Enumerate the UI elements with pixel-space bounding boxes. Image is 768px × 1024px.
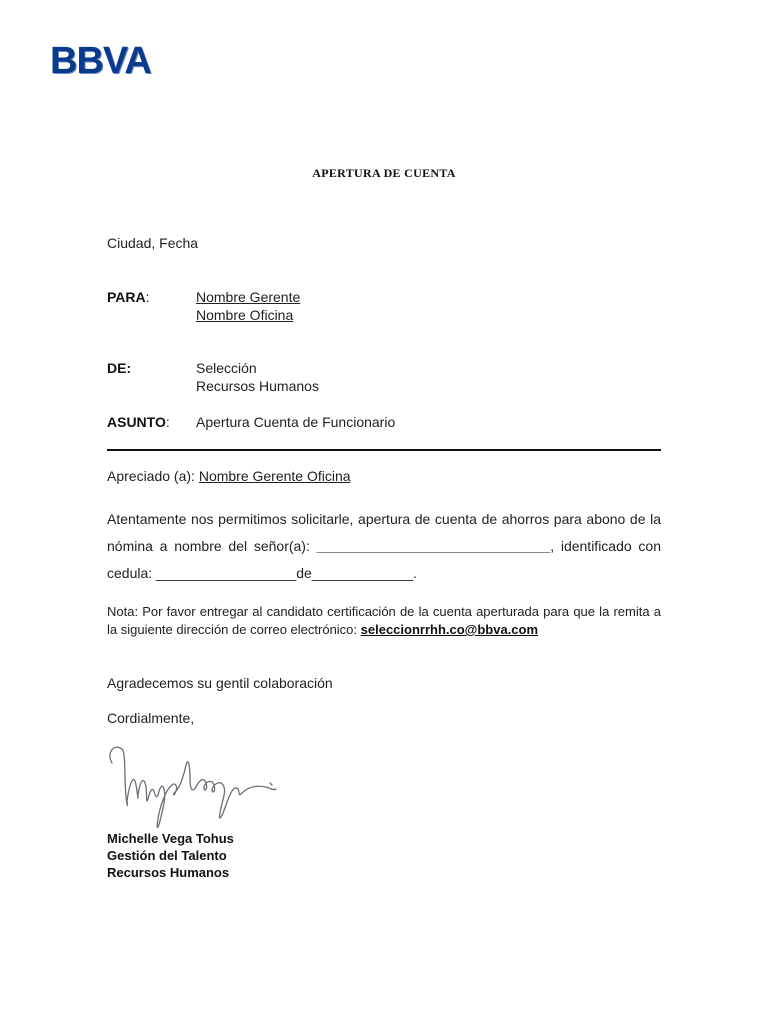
blank-id-number: __________________ [156, 565, 297, 581]
contact-email-link[interactable]: seleccionrrhh.co@bbva.com [360, 622, 539, 637]
blank-id-city: _____________ [311, 565, 414, 581]
signatory-name: Michelle Vega Tohus [107, 831, 234, 846]
body-text-2: , identificado con cedula: [107, 538, 661, 581]
body-text-4: . [413, 565, 417, 581]
para-label [107, 288, 150, 306]
handwritten-signature [100, 735, 290, 835]
note-paragraph [107, 603, 661, 639]
thanks-line: Agradecemos su gentil colaboración [107, 675, 333, 691]
body-paragraph [107, 506, 661, 587]
note-text: Nota: Por favor entregar al candidato certificación de la cuenta aperturada para que la remita a la siguiente dirección de correo electrónico: [107, 604, 661, 637]
greeting-prefix: Apreciado (a): [107, 468, 199, 484]
body-text-1: Atentamente nos permitimos solicitarle, apertura de cuenta de ahorros para abono de la nómina a nombre del señor(a): [107, 511, 661, 554]
city-date: Ciudad, Fecha [107, 235, 199, 251]
de-line1: Selección [196, 360, 257, 376]
signatory-role: Gestión del Talento [107, 848, 227, 863]
header-divider [107, 449, 661, 451]
closing-line: Cordialmente, [107, 710, 195, 726]
de-line2: Recursos Humanos [196, 378, 319, 394]
greeting [107, 467, 351, 485]
greeting-name: Nombre Gerente Oficina [198, 468, 351, 484]
asunto-label-text: ASUNTO [107, 414, 166, 430]
para-recipient-office: Nombre Oficina [196, 307, 294, 323]
document-title: APERTURA DE CUENTA [312, 166, 456, 180]
asunto-label [107, 413, 170, 431]
de-label: DE: [107, 360, 132, 376]
blank-employee-name: ______________________________ [316, 538, 551, 554]
asunto-sep: : [165, 414, 170, 430]
signature-block [107, 830, 234, 881]
para-label-text: PARA [107, 289, 146, 305]
bbva-logo: BBVA [50, 40, 151, 82]
para-recipient-name: Nombre Gerente [196, 289, 301, 305]
signatory-department: Recursos Humanos [107, 865, 230, 880]
asunto-value: Apertura Cuenta de Funcionario [196, 414, 396, 430]
para-sep: : [145, 289, 150, 305]
body-text-3: de [296, 565, 312, 581]
